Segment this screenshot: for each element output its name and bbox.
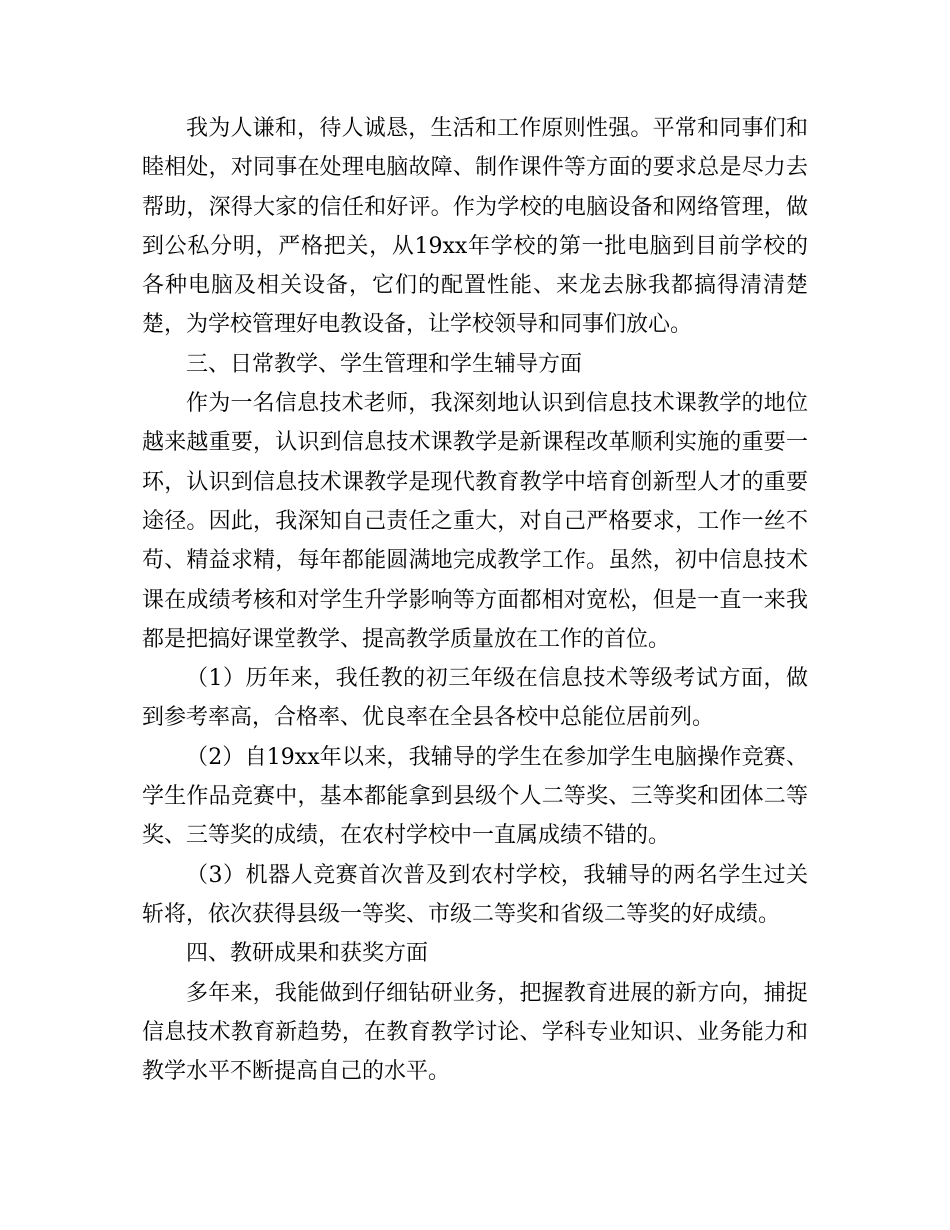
paragraph-item-1: （1）历年来，我任教的初三年级在信息技术等级考试方面，做到参考率高，合格率、优良率在全县各校中总能位居前列。 [142,666,808,731]
paragraph-work-attitude: 我为人谦和，待人诚恳，生活和工作原则性强。平常和同事们和睦相处，对同事在处理电脑故障、制作课件等方面的要求总是尽力去帮助，深得大家的信任和好评。作为学校的电脑设备和网络管理，做到公私分明，严格把关，从19xx年学校的第一批电脑到目前学校的各种电脑及相关设备，它们的配置性能、来龙去脉我都搞得清清楚楚，为学校管理好电教设备，让学校领导和同事们放心。 [142,116,808,338]
paragraph-teaching-overview: 作为一名信息技术老师，我深刻地认识到信息技术课教学的地位越来越重要，认识到信息技术课教学是新课程改革顺利实施的重要一环，认识到信息技术课教学是现代教育教学中培育创新型人才的重要途径。因此，我深知自己责任之重大，对自己严格要求，工作一丝不苟、精益求精，每年都能圆满地完成教学工作。虽然，初中信息技术课在成绩考核和对学生升学影响等方面都相对宽松，但是一直一来我都是把搞好课堂教学、提高教学质量放在工作的首位。 [142,391,808,652]
paragraph-research: 多年来，我能做到仔细钻研业务，把握教育进展的新方向，捕捉信息技术教育新趋势，在教育教学讨论、学科专业知识、业务能力和教学水平不断提高自己的水平。 [142,980,808,1085]
document-body [142,109,808,1091]
section-heading-teaching: 三、日常教学、学生管理和学生辅导方面 [186,351,583,377]
paragraph-item-2: （2）自19xx年以来，我辅导的学生在参加学生电脑操作竞赛、学生作品竞赛中，基本都能拿到县级个人二等奖、三等奖和团体二等奖、三等奖的成绩，在农村学校中一直属成绩不错的。 [142,744,808,849]
section-heading-research: 四、教研成果和获奖方面 [186,941,429,967]
paragraph-item-3: （3）机器人竞赛首次普及到农村学校，我辅导的两名学生过关斩将，依次获得县级一等奖、市级二等奖和省级二等奖的好成绩。 [142,862,808,927]
